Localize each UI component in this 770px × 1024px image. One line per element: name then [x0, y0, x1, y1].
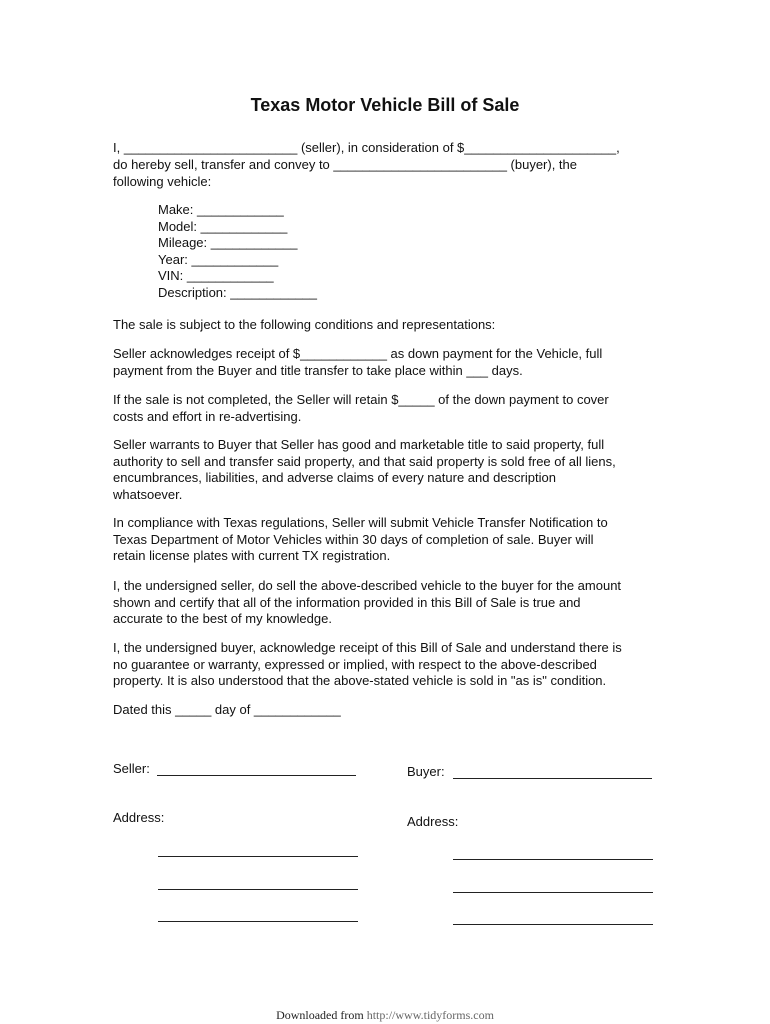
seller-address-line-3	[158, 921, 358, 922]
buyer-signature-line	[453, 778, 652, 779]
paragraph-seller-certification: I, the undersigned seller, do sell the above-described vehicle to the buyer for the amount shown and certify that all of the information provided in this Bill of Sale is true and accurate to the best of my knowledge.	[113, 578, 622, 626]
vehicle-field-year: Year: ____________	[158, 252, 279, 267]
intro-line-3: following vehicle:	[113, 174, 212, 189]
vehicle-field-mileage: Mileage: ____________	[158, 235, 298, 250]
paragraph-not-completed: If the sale is not completed, the Seller will retain $_____ of the down payment to cover costs and effort in re-advertising.	[113, 392, 609, 424]
seller-signature-line	[157, 775, 356, 776]
footer-url-link[interactable]: http://www.tidyforms.com	[366, 1008, 494, 1022]
intro-line-1: I, ________________________ (seller), in consideration of $_____________________,	[113, 140, 620, 155]
document-title: Texas Motor Vehicle Bill of Sale	[250, 95, 520, 115]
intro-line-2: do hereby sell, transfer and convey to ________________________ (buyer), the	[113, 157, 578, 172]
seller-address-line-1	[158, 856, 358, 857]
buyer-address-line-3	[453, 924, 653, 925]
paragraph-buyer-acknowledgement: I, the undersigned buyer, acknowledge receipt of this Bill of Sale and understand there is no guarantee or warranty, expressed or implied, with respect to the above-described property. It is also understood that the above-stated vehicle is sold in "as is" condition.	[113, 640, 622, 688]
footer-download-note	[0, 1008, 770, 1023]
buyer-address-label: Address:	[407, 814, 459, 829]
seller-address-line-2	[158, 889, 358, 890]
buyer-address-line-1	[453, 859, 653, 860]
vehicle-field-make: Make: ____________	[158, 202, 284, 217]
footer-prefix: Downloaded from	[276, 1008, 364, 1022]
seller-address-label: Address:	[113, 810, 165, 825]
dated-line: Dated this _____ day of ____________	[113, 702, 341, 717]
conditions-intro: The sale is subject to the following conditions and representations:	[113, 317, 496, 332]
vehicle-field-model: Model: ____________	[158, 219, 288, 234]
paragraph-texas-compliance: In compliance with Texas regulations, Seller will submit Vehicle Transfer Notification to Texas Department of Motor Vehicles within 30 days of completion of sale. Buyer will retain license plates with current TX registration.	[113, 515, 608, 563]
paragraph-warranty-title: Seller warrants to Buyer that Seller has good and marketable title to said property, full authority to sell and transfer said property, and that said property is sold free of all liens, encumbrances, liabilities, and adverse claims of every nature and description whatsoever.	[113, 437, 616, 502]
vehicle-field-vin: VIN: ____________	[158, 268, 274, 283]
buyer-label: Buyer:	[407, 764, 445, 779]
buyer-address-line-2	[453, 892, 653, 893]
paragraph-down-payment: Seller acknowledges receipt of $____________ as down payment for the Vehicle, full payment from the Buyer and title transfer to take place within ___ days.	[113, 346, 603, 378]
vehicle-field-description: Description: ____________	[158, 285, 318, 300]
seller-label: Seller:	[113, 761, 150, 776]
